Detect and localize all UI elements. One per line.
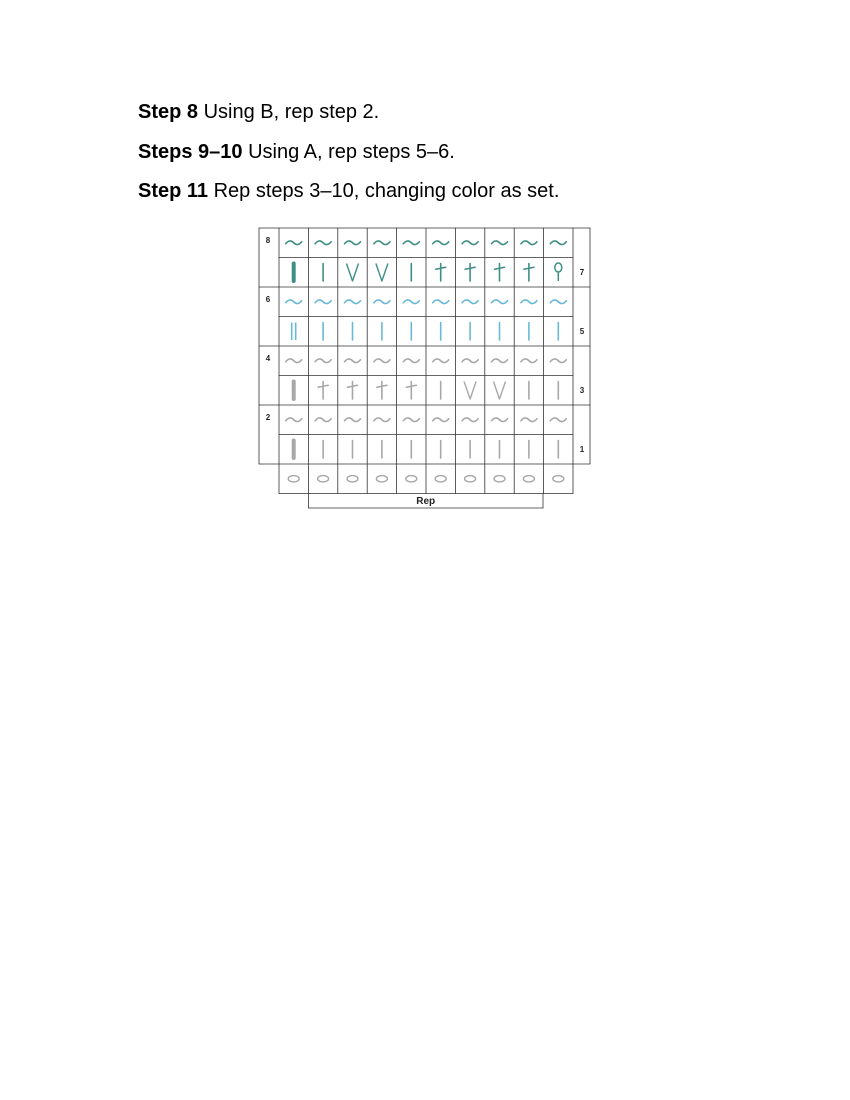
wave-stitch-symbol <box>286 300 302 304</box>
wave-stitch-symbol <box>433 418 449 422</box>
wave-stitch-symbol <box>462 300 478 304</box>
row-number-label: 6 <box>265 295 271 304</box>
wave-stitch-symbol <box>403 418 419 422</box>
cross-bar-stitch-symbol <box>377 382 387 400</box>
wave-stitch-symbol <box>345 418 361 422</box>
rep-label: Rep <box>416 496 436 507</box>
wave-stitch-symbol <box>462 359 478 363</box>
loop-bar-stitch-symbol <box>555 263 562 281</box>
cross-bar-stitch-symbol <box>495 264 505 282</box>
wave-stitch-symbol <box>492 241 508 245</box>
oval-stitch-symbol <box>553 476 564 482</box>
wave-stitch-symbol <box>286 241 302 245</box>
cross-bar-stitch-symbol <box>524 264 534 282</box>
row-number-label: 5 <box>579 327 585 336</box>
cross-bar-stitch-symbol <box>348 382 358 400</box>
wave-stitch-symbol <box>374 241 390 245</box>
step-8-text: Using B, rep step 2. <box>198 101 380 123</box>
oval-stitch-symbol <box>406 476 417 482</box>
oval-stitch-symbol <box>523 476 534 482</box>
cross-bar-stitch-symbol <box>318 382 328 400</box>
wave-stitch-symbol <box>550 241 566 245</box>
step-8-label: Step 8 <box>138 101 199 123</box>
wave-stitch-symbol <box>286 418 302 422</box>
oval-stitch-symbol <box>288 476 299 482</box>
wave-stitch-symbol <box>433 241 449 245</box>
wave-stitch-symbol <box>550 359 566 363</box>
double-bar-stitch-symbol <box>292 323 296 341</box>
wave-stitch-symbol <box>462 418 478 422</box>
wave-stitch-symbol <box>550 300 566 304</box>
oval-stitch-symbol <box>435 476 446 482</box>
wave-stitch-symbol <box>521 300 537 304</box>
row-number-label: 7 <box>579 268 585 277</box>
wave-stitch-symbol <box>433 300 449 304</box>
wave-stitch-symbol <box>403 359 419 363</box>
wave-stitch-symbol <box>315 359 331 363</box>
wave-stitch-symbol <box>315 300 331 304</box>
wave-stitch-symbol <box>403 300 419 304</box>
wave-stitch-symbol <box>521 359 537 363</box>
wave-stitch-symbol <box>462 241 478 245</box>
step-11-label: Step 11 <box>138 180 209 202</box>
v-stitch-symbol <box>464 382 476 400</box>
row-number-label: 1 <box>579 445 585 454</box>
oval-stitch-symbol <box>465 476 476 482</box>
wave-stitch-symbol <box>374 300 390 304</box>
wave-stitch-symbol <box>492 300 508 304</box>
steps-9-10-label: Steps 9–10 <box>138 141 243 163</box>
wave-stitch-symbol <box>286 359 302 363</box>
wave-stitch-symbol <box>315 241 331 245</box>
wave-stitch-symbol <box>374 418 390 422</box>
wave-stitch-symbol <box>345 359 361 363</box>
wave-stitch-symbol <box>492 359 508 363</box>
cross-bar-stitch-symbol <box>436 264 446 282</box>
wave-stitch-symbol <box>345 241 361 245</box>
wave-stitch-symbol <box>403 241 419 245</box>
v-stitch-symbol <box>347 264 359 282</box>
cross-bar-stitch-symbol <box>465 264 475 282</box>
oval-stitch-symbol <box>318 476 329 482</box>
oval-stitch-symbol <box>376 476 387 482</box>
wave-stitch-symbol <box>550 418 566 422</box>
step-11-text: Rep steps 3–10, changing color as set. <box>208 180 560 202</box>
v-stitch-symbol <box>494 382 506 400</box>
v-stitch-symbol <box>376 264 388 282</box>
row-number-label: 3 <box>579 386 585 395</box>
row-number-label: 2 <box>265 413 271 422</box>
row-number-label: 4 <box>265 354 271 363</box>
wave-stitch-symbol <box>345 300 361 304</box>
oval-stitch-symbol <box>494 476 505 482</box>
oval-stitch-symbol <box>347 476 358 482</box>
cross-bar-stitch-symbol <box>406 382 416 400</box>
wave-stitch-symbol <box>374 359 390 363</box>
steps-9-10-text: Using A, rep steps 5–6. <box>242 141 455 163</box>
wave-stitch-symbol <box>433 359 449 363</box>
wave-stitch-symbol <box>315 418 331 422</box>
wave-stitch-symbol <box>521 241 537 245</box>
wave-stitch-symbol <box>492 418 508 422</box>
wave-stitch-symbol <box>521 418 537 422</box>
row-number-label: 8 <box>265 236 271 245</box>
